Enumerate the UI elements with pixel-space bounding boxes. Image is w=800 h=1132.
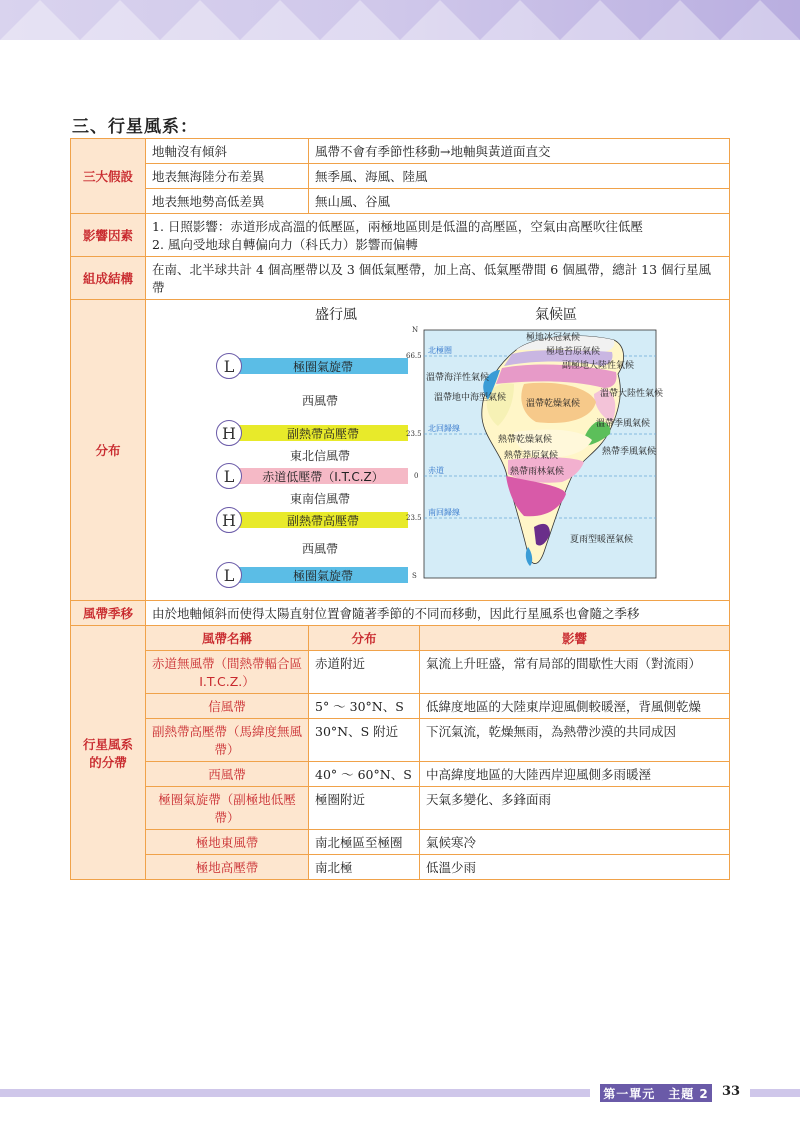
section-title: 三、行星風系：	[72, 117, 198, 137]
belt-effect: 氣候寒冷	[420, 830, 730, 855]
climate-label: 溫帶大陸性氣候	[600, 389, 664, 399]
belt-dist: 赤道附近	[309, 651, 420, 694]
page-number: 33	[722, 1084, 741, 1099]
climate-label: 溫帶乾燥氣候	[526, 399, 581, 409]
planetary-wind-table	[70, 138, 730, 880]
wind-bar	[238, 468, 408, 484]
bar-label: 副熱帶高壓帶	[286, 426, 359, 441]
climate-label: 溫帶地中海型氣候	[434, 393, 507, 403]
arctic-label: 北極圈	[428, 346, 452, 355]
climate-label: 溫帶季風氣候	[596, 419, 651, 429]
axis-lat: 0	[414, 472, 419, 480]
belt-name: 極地高壓帶	[146, 855, 309, 880]
distribution-diagram	[146, 300, 726, 600]
unit-tag: 第一單元 主題 2	[600, 1084, 712, 1102]
wind-label: 西風帶	[301, 394, 338, 408]
climate-map	[404, 322, 664, 584]
seasonal-text: 由於地軸傾斜而使得太陽直射位置會隨著季節的不同而移動，因此行星風系也會隨之季移	[146, 601, 730, 626]
wind-bar	[238, 425, 408, 441]
wind-bar	[238, 358, 408, 374]
belt-dist: 30°N、S 附近	[309, 719, 420, 762]
pressure-mark: L	[216, 562, 242, 588]
belt-row	[146, 855, 729, 880]
belt-row	[146, 787, 729, 830]
belt-dist: 極圈附近	[309, 787, 420, 830]
belt-dist: 40° ～ 60°N、S	[309, 762, 420, 787]
climate-label: 熱帶季風氣候	[602, 447, 657, 457]
climate-label: 極地苔原氣候	[546, 347, 601, 357]
belt-effect: 低緯度地區的大陸東岸迎風側較暖溼，背風側乾燥	[420, 694, 730, 719]
belt-name: 極圈氣旋帶（副極地低壓帶）	[146, 787, 309, 830]
belt-name: 極地東風帶	[146, 830, 309, 855]
belt-effect: 天氣多變化、多鋒面雨	[420, 787, 730, 830]
bar-label: 極圈氣旋帶	[292, 359, 353, 374]
distribution-label: 分布	[71, 300, 146, 601]
assumption-condition: 地軸沒有傾斜	[146, 139, 309, 164]
belt-row	[146, 762, 729, 787]
distribution-cell	[146, 300, 730, 601]
belt-effect: 下沉氣流，乾燥無雨，為熱帶沙漠的共同成因	[420, 719, 730, 762]
factors-text	[146, 214, 730, 257]
wind-label: 東北信風帶	[289, 449, 350, 463]
belt-row	[146, 830, 729, 855]
top-decoration	[0, 0, 800, 40]
assumption-result: 風帶不會有季節性移動→地軸與黃道面直交	[309, 139, 730, 164]
wind-bar	[238, 512, 408, 528]
wind-bar	[238, 567, 408, 583]
belts-table	[146, 626, 729, 879]
belt-dist: 5° ～ 30°N、S	[309, 694, 420, 719]
belt-dist: 南北極	[309, 855, 420, 880]
belts-label: 行星風系的分帶	[71, 626, 146, 880]
belt-dist: 南北極區至極圈	[309, 830, 420, 855]
climate-label: 熱帶莽原氣候	[504, 451, 559, 461]
assumption-condition: 地表無地勢高低差異	[146, 189, 309, 214]
pressure-mark: L	[216, 463, 242, 489]
belts-header-dist: 分布	[309, 626, 420, 651]
belt-effect: 低溫少雨	[420, 855, 730, 880]
axis-lat: 23.5	[406, 430, 422, 438]
factor-line: 2. 風向受地球自轉偏向力（科氏力）影響而偏轉	[152, 237, 418, 252]
climate-title: 氣候區	[535, 307, 577, 323]
belt-name: 副熱帶高壓帶（馬緯度無風帶）	[146, 719, 309, 762]
structure-text: 在南、北半球共計 4 個高壓帶以及 3 個低氣壓帶，加上高、低氣壓帶間 6 個風帶，總計 13 個行星風帶	[146, 257, 730, 300]
climate-label: 溫帶海洋性氣候	[426, 373, 490, 383]
prevailing-wind-title: 盛行風	[315, 307, 357, 323]
pressure-mark: H	[216, 420, 242, 446]
structure-label: 組成結構	[71, 257, 146, 300]
assumption-result: 無季風、海風、陸風	[309, 164, 730, 189]
climate-label: 熱帶雨林氣候	[510, 467, 565, 477]
belt-row	[146, 651, 729, 694]
axis-lat: 23.5	[406, 514, 422, 522]
bar-label: 赤道低壓帶（I.T.C.Z）	[262, 469, 384, 484]
climate-label: 熱帶乾燥氣候	[498, 435, 553, 445]
seasonal-label: 風帶季移	[71, 601, 146, 626]
factors-label: 影響因素	[71, 214, 146, 257]
bar-label: 副熱帶高壓帶	[286, 513, 359, 528]
belt-effect: 氣流上升旺盛，常有局部的間歇性大雨（對流雨）	[420, 651, 730, 694]
climate-label: 副極地大陸性氣候	[562, 361, 635, 371]
assumptions-label: 三大假設	[71, 139, 146, 214]
belts-header-name: 風帶名稱	[146, 626, 309, 651]
belts-cell	[146, 626, 730, 880]
belt-name: 信風帶	[146, 694, 309, 719]
climate-label: 夏雨型暖溼氣候	[570, 535, 634, 545]
belts-header-effect: 影響	[420, 626, 730, 651]
pressure-mark: H	[216, 507, 242, 533]
axis-n: N	[412, 326, 419, 334]
assumption-condition: 地表無海陸分布差異	[146, 164, 309, 189]
tropic-s-label: 南回歸線	[428, 508, 460, 517]
assumption-result: 無山風、谷風	[309, 189, 730, 214]
climate-label: 極地冰冠氣候	[526, 333, 581, 343]
belt-effect: 中高緯度地區的大陸西岸迎風側多雨暖溼	[420, 762, 730, 787]
wind-label: 東南信風帶	[289, 492, 350, 506]
tropic-n-label: 北回歸線	[428, 424, 460, 433]
bar-label: 極圈氣旋帶	[292, 568, 353, 583]
pressure-mark: L	[216, 353, 242, 379]
equator-label: 赤道	[428, 466, 444, 475]
belt-name: 赤道無風帶（間熱帶輻合區 I.T.C.Z.）	[146, 651, 309, 694]
belt-row	[146, 719, 729, 762]
belt-name: 西風帶	[146, 762, 309, 787]
axis-s: S	[412, 572, 417, 580]
axis-lat: 66.5	[406, 352, 422, 360]
factor-line: 1. 日照影響：赤道形成高溫的低壓區，兩極地區則是低溫的高壓區，空氣由高壓吹往低壓	[152, 219, 643, 234]
wind-label: 西風帶	[301, 542, 338, 556]
belt-row	[146, 694, 729, 719]
